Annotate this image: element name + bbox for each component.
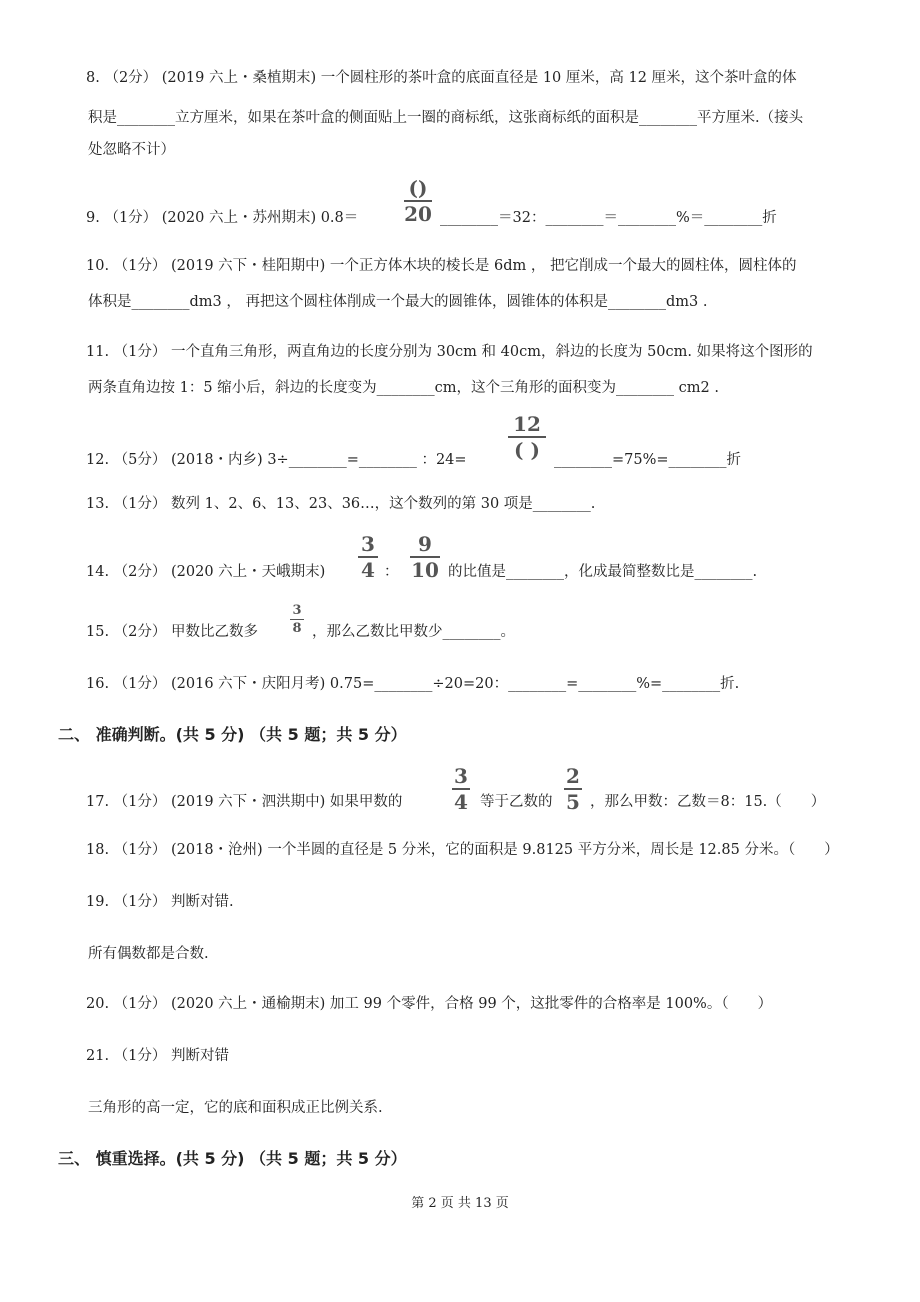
q17-suffix: ，那么甲数：乙数＝8：15.（ ）: [590, 794, 826, 810]
q21-line1: 21. （1分） 判断对错: [86, 1048, 230, 1064]
q19-line2: 所有偶数都是合数.: [88, 946, 209, 962]
question-18: 18. （1分） (2018・沧州) 一个半圆的直径是 5 分米，它的面积是 9.8125 平方分米，周长是 12.85 分米。（ ）: [86, 842, 839, 858]
section-3-title: 三、 慎重选择。(共 5 分) （共 5 题；共 5 分）: [58, 1149, 407, 1168]
q11-line1: 11. （1分） 一个直角三角形，两直角边的长度分别为 30cm 和 40cm，斜边的长度为 50cm. 如果将这个图形的: [86, 344, 813, 360]
q17-fraction-1: [452, 766, 470, 812]
section-2-title: 二、 准确判断。(共 5 分) （共 5 题；共 5 分）: [58, 725, 407, 744]
q10-line1: 10. （1分） (2019 六下・桂阳期中) 一个正方体木块的棱长是 6dm ， 把它削成一个最大的圆柱体，圆柱体的: [86, 258, 797, 274]
fraction-denominator: 5: [566, 790, 580, 814]
fraction-numerator: 9: [418, 532, 432, 556]
q12-fraction: [508, 414, 546, 460]
q14-prefix: 14. （2分） (2020 六上・天峨期末): [86, 564, 326, 580]
q8-line2: 积是________立方厘米，如果在茶叶盒的侧面贴上一圈的商标纸，这张商标纸的面积是________平方厘米.（接头: [88, 110, 804, 126]
q14-fraction-2: [410, 534, 440, 580]
q15-fraction: [290, 604, 304, 635]
fraction-numerator: 12: [513, 412, 541, 436]
q21-line2: 三角形的高一定，它的底和面积成正比例关系.: [88, 1100, 383, 1116]
page-footer: 第 2 页 共 13 页: [411, 1196, 509, 1211]
q12-suffix: ________=75%=________折: [554, 452, 742, 468]
fraction-denominator: ( ): [514, 438, 540, 462]
fraction-numerator: (): [408, 176, 428, 200]
question-13: 13. （1分） 数列 1、2、6、13、23、36…，这个数列的第 30 项是________.: [86, 496, 596, 512]
q17-prefix: 17. （1分） (2019 六下・泗洪期中) 如果甲数的: [86, 794, 403, 810]
q15-suffix: ，那么乙数比甲数少________。: [312, 624, 515, 640]
fraction-denominator: 4: [454, 790, 468, 814]
question-16: 16. （1分） (2016 六下・庆阳月考) 0.75=________÷20=20：________=________%=________折.: [86, 676, 740, 692]
fraction-denominator: 4: [361, 558, 375, 582]
fraction-denominator: 20: [404, 202, 432, 226]
fraction-numerator: 3: [292, 603, 302, 618]
q17-fraction-2: [564, 766, 582, 812]
fraction-numerator: 3: [454, 764, 468, 788]
q14-fraction-1: [358, 534, 378, 580]
fraction-numerator: 3: [361, 532, 375, 556]
q9-suffix: ________＝32：________＝________%＝________折: [440, 210, 777, 226]
q8-line3: 处忽略不计）: [88, 142, 175, 158]
question-20: 20. （1分） (2020 六上・通榆期末) 加工 99 个零件，合格 99 个，这批零件的合格率是 100%。（ ）: [86, 996, 773, 1012]
q10-line2: 体积是________dm3 ， 再把这个圆柱体削成一个最大的圆锥体，圆锥体的体积是________dm3 .: [88, 294, 708, 310]
fraction-bar: [290, 619, 304, 620]
fraction-denominator: 10: [411, 558, 439, 582]
q12-prefix: 12. （5分） (2018・内乡) 3÷________=________ ：24=: [86, 452, 467, 468]
q19-line1: 19. （1分） 判断对错.: [86, 894, 234, 910]
q14-suffix: 的比值是________，化成最简整数比是________.: [448, 564, 758, 580]
q15-prefix: 15. （2分） 甲数比乙数多: [86, 624, 259, 640]
fraction-numerator: 2: [566, 764, 580, 788]
fraction-denominator: 8: [292, 621, 302, 636]
q8-line1: 8. （2分） (2019 六上・桑植期末) 一个圆柱形的茶叶盒的底面直径是 10 厘米，高 12 厘米，这个茶叶盒的体: [86, 70, 797, 86]
q14-colon: ：: [384, 564, 399, 580]
q9-prefix: 9. （1分） (2020 六上・苏州期末) 0.8＝: [86, 210, 359, 226]
q9-fraction: [404, 178, 432, 224]
q11-line2: 两条直角边按 1：5 缩小后，斜边的长度变为________cm，这个三角形的面积变为________ cm2 .: [88, 380, 719, 396]
q17-middle: 等于乙数的: [480, 794, 553, 810]
